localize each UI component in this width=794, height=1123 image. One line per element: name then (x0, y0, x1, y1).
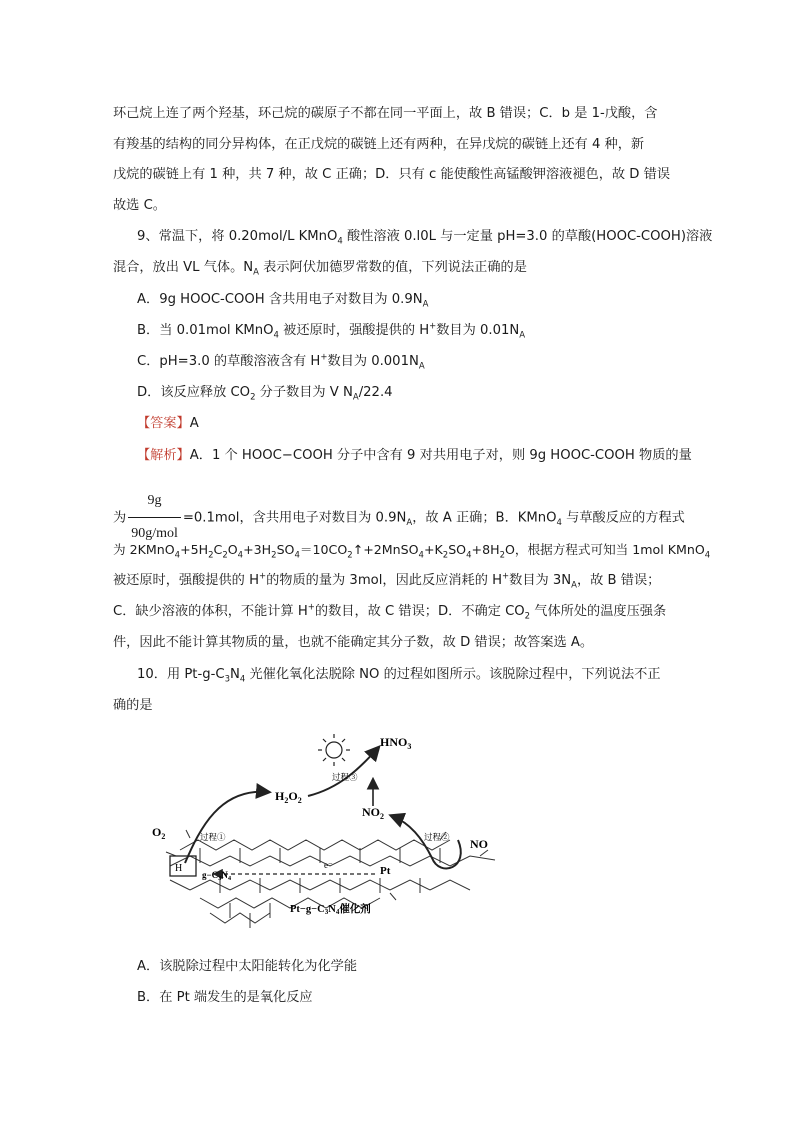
o2-label: $O_2$ (152, 825, 166, 841)
q9-stem-line-1 (137, 227, 712, 247)
subscript: 4 (174, 550, 181, 561)
superscript: + (320, 352, 328, 363)
text: +K (423, 542, 443, 557)
text: ，故 A 正确；B．KMnO (412, 510, 557, 526)
process-1-arrow (185, 792, 268, 863)
process-2-label: 过程② (424, 832, 450, 842)
superscript: + (502, 571, 510, 582)
q10-option-a: A．该脱除过程中太阳能转化为化学能 (137, 959, 358, 974)
subscript: 2 (347, 550, 353, 561)
g-c3n4-label: $g-C_3N_4$ (202, 870, 232, 882)
text: B．当 0.01mol KMnO (137, 323, 274, 338)
text: ↑+2MnSO (352, 542, 419, 557)
text: 酸性溶液 0.l0L 与一定量 pH=3.0 的草酸(HOOC-COOH)溶液 (342, 229, 713, 244)
subscript: A (352, 392, 359, 403)
q9-analysis-line-4 (113, 571, 660, 591)
process-1-label: 过程① (200, 832, 226, 842)
superscript: + (429, 321, 437, 332)
subscript: 4 (466, 550, 472, 561)
no-label: NO (470, 837, 488, 851)
text: 9、常温下，将 0.20mol/L KMnO (137, 229, 338, 244)
subscript: 4 (556, 518, 562, 529)
text: 10．用 Pt-g-C (137, 667, 225, 682)
answer-value: A (189, 416, 199, 431)
process-3-label: 过程③ (332, 772, 358, 782)
text: 被还原时，强酸提供的 H (278, 323, 430, 338)
text: N (230, 667, 240, 682)
q10-stem-line-2: 确的是 (113, 698, 153, 713)
subscript: 2 (442, 550, 449, 561)
text: O，根据方程式可知当 1mol KMnO (505, 542, 705, 557)
text: SO (276, 542, 295, 557)
subscript: 2 (250, 392, 256, 403)
subscript: 3 (224, 674, 230, 685)
subscript: 2 (271, 550, 277, 561)
text: C．缺少溶液的体积，不能计算 H (113, 604, 308, 619)
h-label: H (175, 863, 183, 874)
text: C．pH=3.0 的草酸溶液含有 H (137, 354, 321, 369)
prev-explanation-line-4: 故选 C。 (113, 198, 166, 213)
text: +3H (243, 542, 272, 557)
text: 气体所处的温度压强条 (530, 604, 667, 619)
superscript: + (258, 571, 267, 582)
q9-analysis-line-1 (137, 446, 692, 466)
text: 光催化氧化法脱除 NO 的过程如图所示。该脱除过程中，下列说法不正 (245, 667, 661, 682)
q9-analysis-line-3 (113, 540, 710, 560)
subscript: A (406, 518, 413, 529)
q10-stem-line-1 (137, 665, 661, 685)
text: 为 (113, 510, 127, 526)
q9-option-a (137, 290, 428, 310)
q9-analysis-line-5 (113, 602, 666, 622)
text: 数目为 0.001N (327, 354, 419, 369)
text: 被还原时，强酸提供的 H (113, 573, 259, 588)
no2-label: $NO_2$ (362, 805, 384, 821)
subscript: A (571, 580, 577, 591)
process-2-arrow (392, 816, 461, 868)
prev-explanation-line-1: 环己烷上连了两个羟基，环己烷的碳原子不都在同一平面上，故 B 错误；C．b 是 1-戊酸，含 (113, 106, 658, 121)
fraction-denominator: 90g/mol (131, 526, 178, 541)
q9-option-d (137, 383, 393, 403)
text: A．1 个 HOOC−COOH 分子中含有 9 对共用电子对，则 9g HOOC-COOH 物质的量 (189, 448, 692, 463)
text: 混合，放出 VL 气体。N (113, 260, 254, 275)
fraction-numerator: 9g (128, 486, 181, 518)
q10-option-b: B．在 Pt 端发生的是氧化反应 (137, 990, 313, 1005)
subscript: 2 (499, 550, 505, 561)
catalyst-label: Pt−g−C3N4催化剂 (290, 904, 371, 916)
q9-answer (137, 414, 199, 434)
subscript: A (519, 330, 526, 341)
text: 的物质的量为 3mol，因此反应消耗的 H (266, 573, 503, 588)
subscript: 2 (524, 611, 531, 622)
analysis-tag: 【解析】 (137, 448, 190, 463)
text: ，故 B 错误； (576, 573, 661, 588)
text: A．9g HOOC-COOH 含共用电子对数目为 0.9N (137, 292, 423, 307)
subscript: 4 (239, 674, 246, 685)
text: SO (448, 542, 467, 557)
text: 与草酸反应的方程式 (561, 510, 685, 526)
q9-stem-line-2 (113, 258, 527, 278)
text: D．该反应释放 CO (137, 385, 251, 400)
subscript: 4 (237, 550, 244, 561)
subscript: 2 (222, 550, 228, 561)
subscript: A (418, 361, 425, 372)
hno3-label: $HNO_3$ (380, 735, 412, 751)
text: 为 2KMnO (113, 542, 175, 557)
subscript: 4 (418, 550, 424, 561)
subscript: A (422, 299, 429, 310)
subscript: 4 (337, 236, 343, 247)
answer-tag: 【答案】 (137, 416, 190, 431)
photocatalysis-diagram (140, 728, 520, 940)
subscript: 4 (273, 330, 279, 341)
prev-explanation-line-3: 戊烷的碳链上有 1 种，共 7 种，故 C 正确；D．只有 c 能使酸性高锰酸钾溶液褪色，故 D 错误 (113, 167, 671, 182)
superscript: + (307, 602, 315, 613)
subscript: 4 (294, 550, 300, 561)
electron-label: e⁻ (324, 860, 333, 870)
text: /22.4 (358, 385, 393, 400)
q9-analysis-line-6: 件，因此不能计算其物质的量，也就不能确定其分子数，故 D 错误；故答案选 A。 (113, 635, 594, 650)
text: 的数目，故 C 错误；D．不确定 CO (314, 604, 525, 619)
prev-explanation-line-2: 有羧基的结构的同分异构体，在正戊烷的碳链上还有两种，在异戊烷的碳链上还有 4 种，新 (113, 137, 645, 152)
q9-option-b (137, 321, 525, 341)
text: 分子数目为 V N (255, 385, 353, 400)
text: 数目为 3N (509, 573, 572, 588)
text: O (227, 542, 238, 557)
text: ＝10CO (299, 542, 348, 557)
subscript: A (253, 267, 259, 278)
subscript: 4 (704, 550, 711, 561)
text: C (213, 542, 223, 557)
pt-label: Pt (380, 865, 391, 877)
text: 表示阿伏加德罗常数的值，下列说法正确的是 (258, 260, 527, 275)
text: +8H (471, 542, 500, 557)
text: 数目为 0.01N (436, 323, 520, 338)
sun-icon (318, 734, 350, 766)
text: +5H (180, 542, 209, 557)
text: =0.1mol，含共用电子对数目为 0.9N (182, 510, 407, 526)
q9-option-c (137, 352, 425, 372)
subscript: 2 (208, 550, 214, 561)
h2o2-label: $H_2O_2$ (275, 789, 302, 805)
